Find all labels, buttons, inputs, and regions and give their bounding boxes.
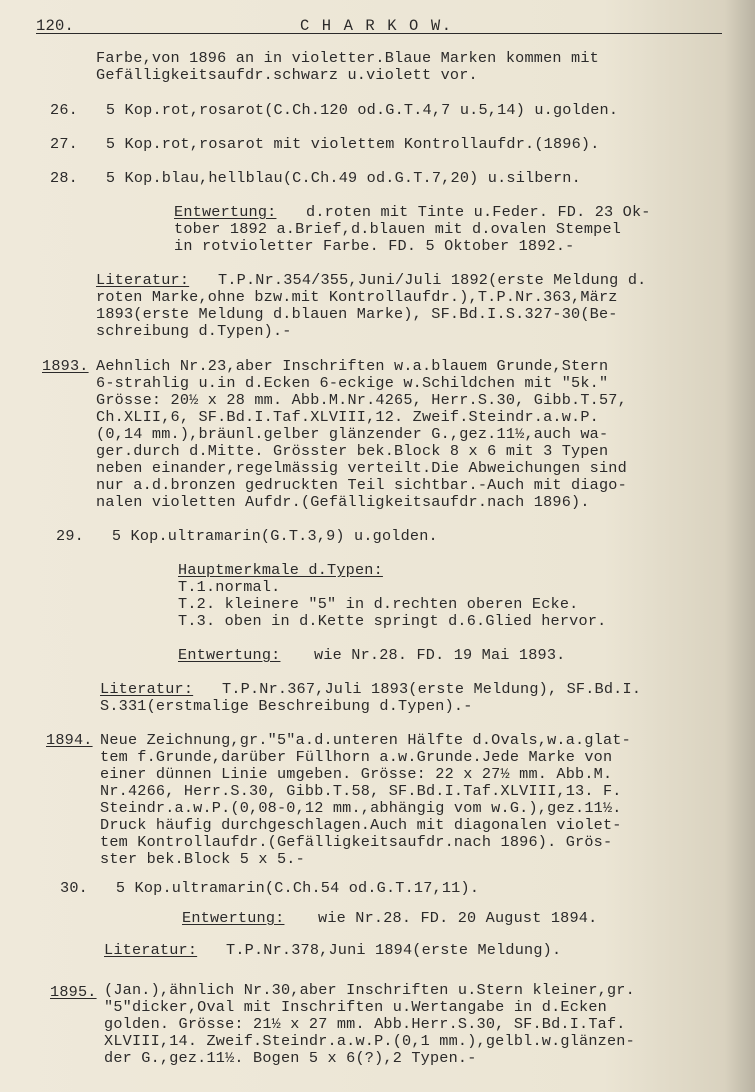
text-line: Nr.4266, Herr.S.30, Gibb.T.58, SF.Bd.I.Taf.XLVIII,13. F. <box>100 782 622 800</box>
text-line: Gefälligkeitsaufdr.schwarz u.violett vor. <box>96 66 478 84</box>
text-line: roten Marke,ohne bzw.mit Kontrollaufdr.),T.P.Nr.363,März <box>96 288 618 306</box>
text-line: 1893(erste Meldung d.blauen Marke), SF.Bd.I.S.327-30(Be- <box>96 305 618 323</box>
text-line: XLVIII,14. Zweif.Steindr.a.w.P.(0,1 mm.),gelbl.w.glänzen- <box>104 1032 635 1050</box>
text-line: Ch.XLII,6, SF.Bd.I.Taf.XLVIII,12. Zweif.Steindr.a.w.P. <box>96 408 599 426</box>
text-line: T.P.Nr.378,Juni 1894(erste Meldung). <box>226 941 562 959</box>
literatur-label: Literatur: <box>104 941 198 959</box>
text-line: ger.durch d.Mitte. Grösster bek.Block 8 x 6 mit 3 Typen <box>96 442 609 460</box>
text-line: neben einander,regelmässig verteilt.Die Abweichungen sind <box>96 459 627 477</box>
text-line: Grösse: 20½ x 28 mm. Abb.M.Nr.4265, Herr.S.30, Gibb.T.57, <box>96 391 627 409</box>
text-line: nur a.d.bronzen gedruckten Teil sichtbar.-Auch mit diago- <box>96 476 627 494</box>
text-line: einer dünnen Linie umgeben. Grösse: 22 x 27½ mm. Abb.M. <box>100 765 613 783</box>
literatur-label: Literatur: <box>96 271 190 289</box>
text-line: tem f.Grunde,darüber Füllhorn a.w.Grunde.Jede Marke von <box>100 748 613 766</box>
text-line: Steindr.a.w.P.(0,08-0,12 mm.,abhängig vom w.G.),gez.11½. <box>100 799 622 817</box>
catalog-entry-28: 28. 5 Kop.blau,hellblau(C.Ch.49 od.G.T.7,20) u.silbern. <box>50 169 581 187</box>
text-line: T.3. oben in d.Kette springt d.6.Glied hervor. <box>178 612 607 630</box>
catalog-entry-30: 30. 5 Kop.ultramarin(C.Ch.54 od.G.T.17,11). <box>60 879 480 897</box>
text-line: ster bek.Block 5 x 5.- <box>100 850 305 868</box>
page-number: 120. <box>36 17 75 35</box>
catalog-entry-26: 26. 5 Kop.rot,rosarot(C.Ch.120 od.G.T.4,7 u.5,14) u.golden. <box>50 101 619 119</box>
year-1895-label: 1895. <box>50 983 97 1001</box>
header-rule <box>36 33 722 34</box>
text-line: Neue Zeichnung,gr."5"a.d.unteren Hälfte d.Ovals,w.a.glat- <box>100 731 631 749</box>
text-line: tem Kontrollaufdr.(Gefälligkeitsaufdr.nach 1896). Grös- <box>100 833 613 851</box>
text-line: tober 1892 a.Brief,d.blauen mit d.ovalen Stempel <box>174 220 622 238</box>
text-line: nalen violetten Aufdr.(Gefälligkeitsaufdr.nach 1896). <box>96 493 590 511</box>
text-line: wie Nr.28. FD. 19 Mai 1893. <box>314 646 566 664</box>
text-line: T.P.Nr.367,Juli 1893(erste Meldung), SF.Bd.I. <box>222 680 642 698</box>
text-line: golden. Grösse: 21½ x 27 mm. Abb.Herr.S.30, SF.Bd.I.Taf. <box>104 1015 626 1033</box>
year-1893-label: 1893. <box>42 357 89 375</box>
text-line: T.1.normal. <box>178 578 281 596</box>
text-line: 6-strahlig u.in d.Ecken 6-eckige w.Schildchen mit "5k." <box>96 374 609 392</box>
text-line: S.331(erstmalige Beschreibung d.Typen).- <box>100 697 473 715</box>
text-line: Farbe,von 1896 an in violetter.Blaue Marken kommen mit <box>96 49 599 67</box>
text-line: "5"dicker,Oval mit Inschriften u.Wertangabe in d.Ecken <box>104 998 607 1016</box>
text-line: schreibung d.Typen).- <box>96 322 292 340</box>
text-line: Druck häufig durchgeschlagen.Auch mit diagonalen violet- <box>100 816 622 834</box>
text-line: der G.,gez.11½. Bogen 5 x 6(?),2 Typen.- <box>104 1049 477 1067</box>
text-line: d.roten mit Tinte u.Feder. FD. 23 Ok- <box>306 203 651 221</box>
hauptmerkmale-label: Hauptmerkmale d.Typen: <box>178 561 383 579</box>
text-line: wie Nr.28. FD. 20 August 1894. <box>318 909 598 927</box>
text-line: T.2. kleinere "5" in d.rechten oberen Ecke. <box>178 595 579 613</box>
text-line: Aehnlich Nr.23,aber Inschriften w.a.blauem Grunde,Stern <box>96 357 609 375</box>
text-line: T.P.Nr.354/355,Juni/Juli 1892(erste Meldung d. <box>218 271 647 289</box>
entwertung-label: Entwertung: <box>178 646 281 664</box>
catalog-entry-29: 29. 5 Kop.ultramarin(G.T.3,9) u.golden. <box>56 527 438 545</box>
literatur-label: Literatur: <box>100 680 194 698</box>
text-line: (Jan.),ähnlich Nr.30,aber Inschriften u.Stern kleiner,gr. <box>104 981 635 999</box>
page-title: C H A R K O W. <box>300 17 453 35</box>
catalog-entry-27: 27. 5 Kop.rot,rosarot mit violettem Kontrollaufdr.(1896). <box>50 135 600 153</box>
entwertung-label: Entwertung: <box>174 203 277 221</box>
entwertung-label: Entwertung: <box>182 909 285 927</box>
year-1894-label: 1894. <box>46 731 93 749</box>
text-line: in rotvioletter Farbe. FD. 5 Oktober 1892.- <box>174 237 575 255</box>
text-line: (0,14 mm.),bräunl.gelber glänzender G.,gez.11½,auch wa- <box>96 425 609 443</box>
